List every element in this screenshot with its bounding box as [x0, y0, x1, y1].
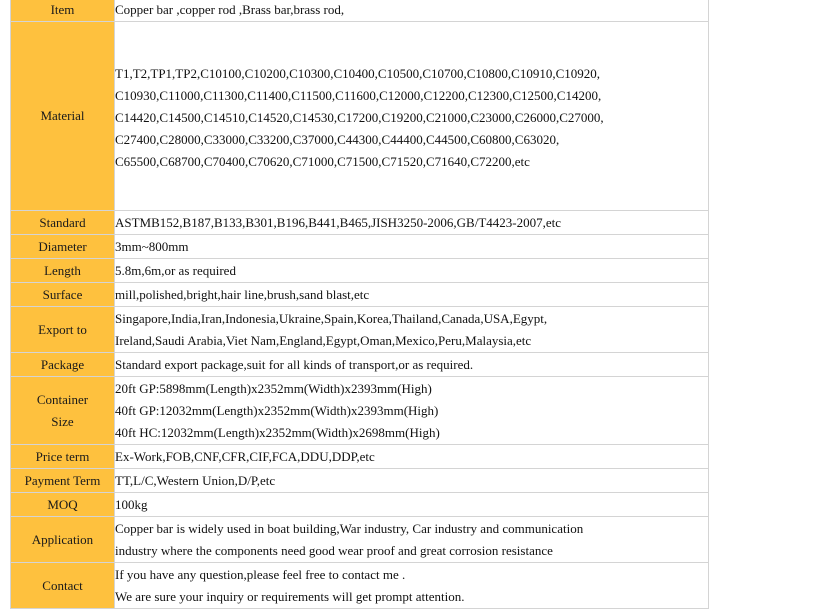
row-label-application — [11, 517, 115, 563]
table-row-standard — [11, 211, 709, 235]
specification-table-body — [11, 0, 709, 609]
row-value-line: 20ft GP:5898mm(Length)x2352mm(Width)x2393mm(High) — [115, 380, 432, 396]
row-label-contact — [11, 563, 115, 609]
row-value-export — [115, 307, 709, 353]
row-value-payment — [115, 469, 709, 493]
row-value-line: Copper bar ,copper rod ,Brass bar,brass rod, — [115, 2, 345, 17]
row-label-text: Material — [40, 108, 85, 123]
row-label-text: Application — [31, 531, 94, 547]
row-value-line: 40ft GP:12032mm(Length)x2352mm(Width)x2393mm(High) — [115, 402, 439, 418]
row-label-text: Payment Term — [24, 472, 101, 488]
row-value-line: T1,T2,TP1,TP2,C10100,C10200,C10300,C10400,C10500,C10700,C10800,C10910,C10920, — [115, 66, 601, 81]
row-label-export — [11, 307, 115, 353]
table-row-application — [11, 517, 709, 563]
row-value-price — [115, 445, 709, 469]
row-value-line: mill,polished,bright,hair line,brush,sand blast,etc — [115, 286, 370, 302]
row-label-text: Price term — [35, 448, 90, 464]
row-value-contact — [115, 563, 709, 609]
row-label-surface — [11, 283, 115, 307]
row-value-item — [115, 0, 709, 22]
row-value-surface — [115, 283, 709, 307]
table-row-diameter — [11, 235, 709, 259]
row-value-line: Ex-Work,FOB,CNF,CFR,CIF,FCA,DDU,DDP,etc — [115, 448, 375, 464]
row-value-line: ASTMB152,B187,B133,B301,B196,B441,B465,JISH3250-2006,GB/T4423-2007,etc — [115, 214, 561, 230]
table-row-moq — [11, 493, 709, 517]
row-label-payment — [11, 469, 115, 493]
row-label-text: Length — [44, 262, 81, 278]
row-label-text: Diameter — [38, 238, 87, 254]
row-value-application — [115, 517, 709, 563]
row-value-standard — [115, 211, 709, 235]
row-value-line: industry where the components need good wear proof and great corrosion resistance — [115, 542, 553, 558]
row-value-line: C27400,C28000,C33000,C33200,C37000,C44300,C44400,C44500,C60800,C63020, — [115, 132, 560, 147]
row-label-text: Standard — [39, 214, 86, 230]
row-label-moq — [11, 493, 115, 517]
row-label-item — [11, 0, 115, 22]
row-label-text: Surface — [42, 286, 83, 302]
row-label-text: Package — [40, 356, 85, 372]
row-value-length — [115, 259, 709, 283]
table-row-price — [11, 445, 709, 469]
row-value-line: TT,L/C,Western Union,D/P,etc — [115, 472, 276, 488]
row-label-container — [11, 377, 115, 445]
row-label-text: Container — [36, 391, 89, 407]
row-label-text: Item — [50, 2, 75, 17]
table-row-length — [11, 259, 709, 283]
table-row-package — [11, 353, 709, 377]
table-row-material — [11, 22, 709, 211]
row-label-text: MOQ — [47, 496, 78, 512]
table-row-item — [11, 0, 709, 22]
row-value-line: Singapore,India,Iran,Indonesia,Ukraine,Spain,Korea,Thailand,Canada,USA,Egypt, — [115, 310, 548, 326]
row-value-material — [115, 22, 709, 211]
row-label-text: Size — [51, 413, 74, 429]
row-value-line: We are sure your inquiry or requirements will get prompt attention. — [115, 588, 465, 604]
row-value-container — [115, 377, 709, 445]
row-label-length — [11, 259, 115, 283]
row-value-line: Copper bar is widely used in boat building,War industry, Car industry and communication — [115, 520, 584, 536]
row-label-material — [11, 22, 115, 211]
row-value-line: Ireland,Saudi Arabia,Viet Nam,England,Egypt,Oman,Mexico,Peru,Malaysia,etc — [115, 332, 532, 348]
table-row-export — [11, 307, 709, 353]
table-row-contact — [11, 563, 709, 609]
specification-table — [10, 0, 709, 609]
row-value-moq — [115, 493, 709, 517]
row-label-package — [11, 353, 115, 377]
row-label-price — [11, 445, 115, 469]
row-value-line: 5.8m,6m,or as required — [115, 262, 236, 278]
row-value-diameter — [115, 235, 709, 259]
row-value-line: 40ft HC:12032mm(Length)x2352mm(Width)x2698mm(High) — [115, 424, 440, 440]
row-value-line: C14420,C14500,C14510,C14520,C14530,C17200,C19200,C21000,C23000,C26000,C27000, — [115, 110, 604, 125]
table-row-container — [11, 377, 709, 445]
row-label-diameter — [11, 235, 115, 259]
row-value-line: Standard export package,suit for all kinds of transport,or as required. — [115, 356, 474, 372]
row-label-text: Export to — [38, 321, 87, 337]
row-value-line: C65500,C68700,C70400,C70620,C71000,C71500,C71520,C71640,C72200,etc — [115, 154, 530, 169]
row-value-line: 3mm~800mm — [115, 238, 189, 254]
table-row-payment — [11, 469, 709, 493]
row-value-line: C10930,C11000,C11300,C11400,C11500,C11600,C12000,C12200,C12300,C12500,C14200, — [115, 88, 602, 103]
row-value-line: 100kg — [115, 496, 148, 512]
row-label-standard — [11, 211, 115, 235]
row-label-text: Contact — [42, 577, 83, 593]
row-value-line: If you have any question,please feel free to contact me . — [115, 566, 406, 582]
table-row-surface — [11, 283, 709, 307]
row-value-package — [115, 353, 709, 377]
